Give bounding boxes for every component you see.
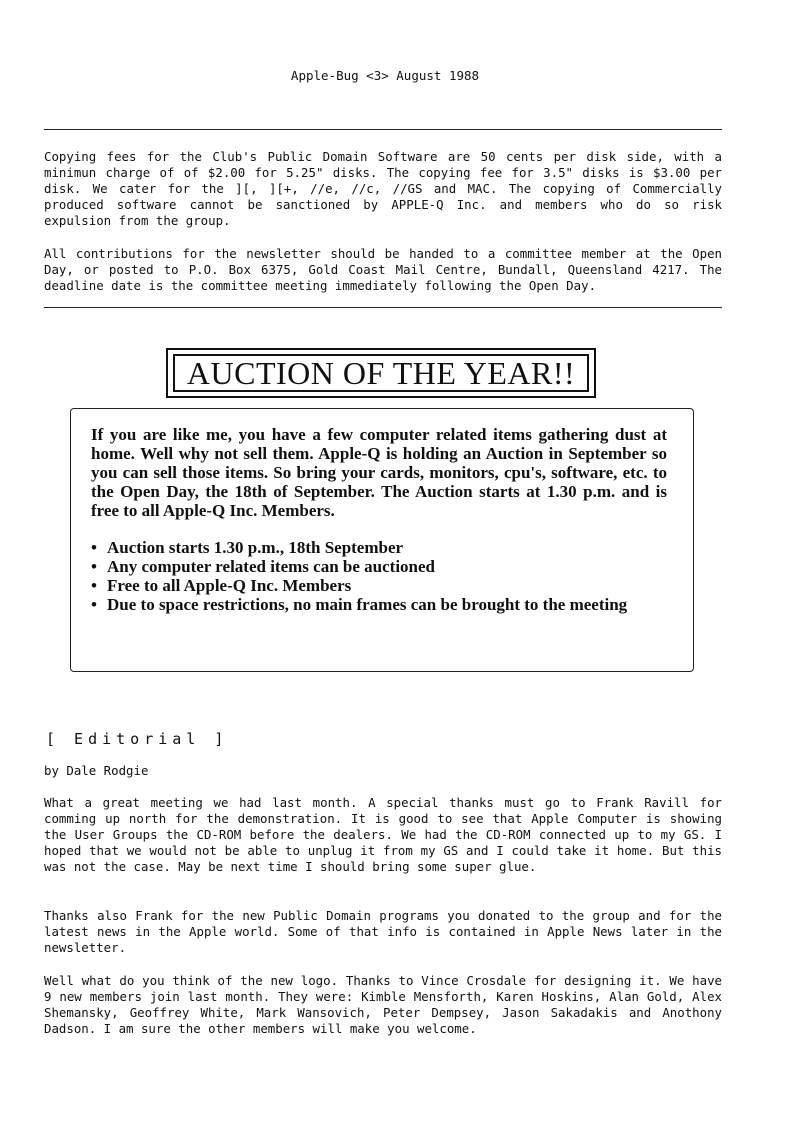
auction-title-banner bbox=[166, 348, 596, 398]
copying-fees-paragraph: Copying fees for the Club's Public Domain Software are 50 cents per disk side, with a minimun charge of of $2.00 for 5.25" disks. The copying fee for 3.5" disks is $3.00 per disk. We cater for the ][, ][+, //e, //c, //GS and MAC. The copying of Commercially produced software cannot be sanctioned by APPLE-Q Inc. and members who do so risk expulsion from the group. bbox=[44, 149, 722, 228]
bottom-divider bbox=[44, 307, 722, 308]
auction-bullet: • Free to all Apple-Q Inc. Members bbox=[91, 576, 667, 595]
editorial-heading: [ Editorial ] bbox=[46, 730, 229, 748]
auction-bullet: • Any computer related items can be auctioned bbox=[91, 557, 667, 576]
top-divider bbox=[44, 129, 722, 130]
auction-body: If you are like me, you have a few computer related items gathering dust at home. Well why not sell them. Apple-Q is holding an Auction in September so you can sell those items. So bring your cards, monitors, cpu's, software, etc. to the Open Day, the 18th of September. The Auction starts at 1.30 p.m. and is free to all Apple-Q Inc. Members. bbox=[91, 425, 667, 520]
auction-bullet: • Due to space restrictions, no main frames can be brought to the meeting bbox=[91, 595, 667, 614]
auction-notice-box bbox=[70, 408, 694, 672]
auction-bullet-list bbox=[91, 538, 667, 614]
auction-title: AUCTION OF THE YEAR!! bbox=[173, 354, 589, 392]
editorial-paragraph: What a great meeting we had last month. A special thanks must go to Frank Ravill for comming up north for the demonstration. It is good to see that Apple Computer is showing the User Groups the CD-ROM before the dealers. We had the CD-ROM connected up to my GS. I hoped that we would not be able to unplug it from my GS and I could take it home. But this was not the case. May be next time I should bring some super glue. bbox=[44, 795, 722, 874]
editorial-paragraph: Well what do you think of the new logo. Thanks to Vince Crosdale for designing it. We have 9 new members join last month. They were: Kimble Mensforth, Karen Hoskins, Alan Gold, Alex Shemansky, Geoffrey White, Mark Wansovich, Peter Dempsey, Jason Sakadakis and Anothony Dadson. I am sure the other members will make you welcome. bbox=[44, 973, 722, 1036]
editorial-paragraph: Thanks also Frank for the new Public Domain programs you donated to the group and for the latest news in the Apple world. Some of that info is contained in Apple News later in the newsletter. bbox=[44, 908, 722, 955]
editorial-byline: by Dale Rodgie bbox=[44, 763, 149, 778]
auction-bullet: • Auction starts 1.30 p.m., 18th September bbox=[91, 538, 667, 557]
contributions-paragraph: All contributions for the newsletter should be handed to a committee member at the Open Day, or posted to P.O. Box 6375, Gold Coast Mail Centre, Bundall, Queensland 4217. The deadline date is the committee meeting immediately following the Open Day. bbox=[44, 246, 722, 293]
page-header: Apple-Bug <3> August 1988 bbox=[290, 68, 480, 83]
